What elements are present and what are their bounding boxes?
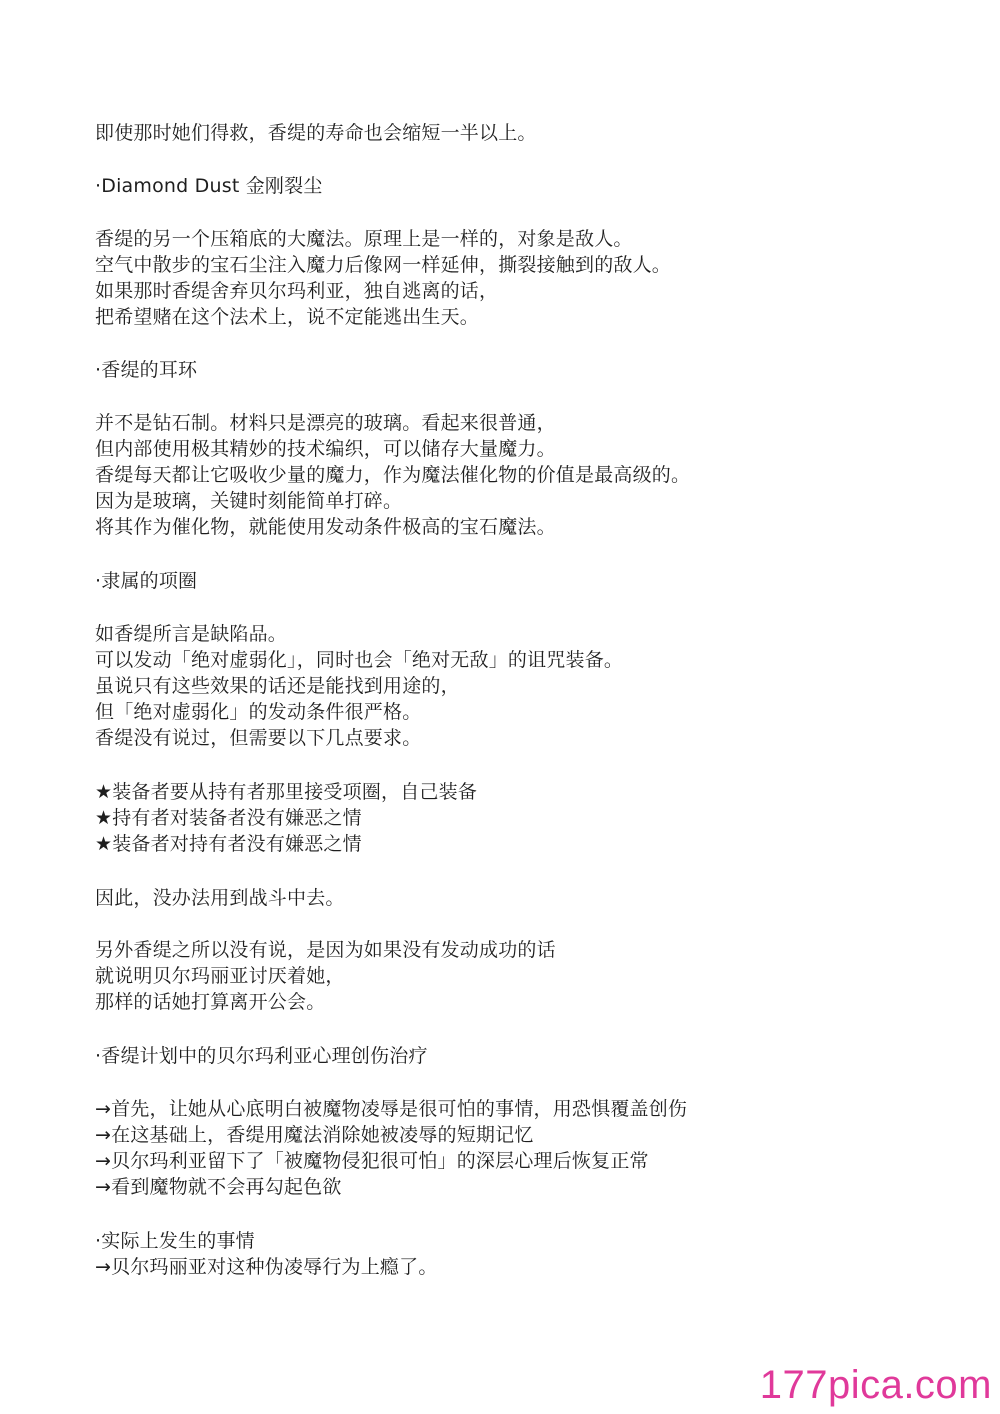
list-item-step: →看到魔物就不会再勾起色欲 xyxy=(95,1176,342,1198)
text-line: 因此，没办法用到战斗中去。 xyxy=(95,887,345,909)
list-item-requirement: ★装备者要从持有者那里接受项圈，自己装备 xyxy=(95,781,478,803)
text-line: 香缇的另一个压箱底的大魔法。原理上是一样的，对象是敌人。 xyxy=(95,228,633,250)
list-item-step: →贝尔玛丽亚对这种伪凌辱行为上瘾了。 xyxy=(95,1256,438,1278)
list-item-step: →贝尔玛利亚留下了「被魔物侵犯很可怕」的深层心理后恢复正常 xyxy=(95,1150,649,1172)
text-line: 如果那时香缇舍弃贝尔玛利亚，独自逃离的话， xyxy=(95,280,499,302)
text-line: 但内部使用极其精妙的技术编织，可以储存大量魔力。 xyxy=(95,438,556,460)
text-line: 因为是玻璃，关键时刻能简单打碎。 xyxy=(95,490,403,512)
text-line: 但「绝对虚弱化」的发动条件很严格。 xyxy=(95,701,422,723)
section-heading-earring: ·香缇的耳环 xyxy=(95,359,198,381)
text-line: 即使那时她们得救，香缇的寿命也会缩短一半以上。 xyxy=(95,122,537,144)
text-line: 如香缇所言是缺陷品。 xyxy=(95,623,288,645)
section-heading-collar: ·隶属的项圈 xyxy=(95,570,198,592)
list-item-step: →在这基础上，香缇用魔法消除她被凌辱的短期记忆 xyxy=(95,1124,534,1146)
text-line: 将其作为催化物，就能使用发动条件极高的宝石魔法。 xyxy=(95,516,556,538)
list-item-step: →首先，让她从心底明白被魔物凌辱是很可怕的事情，用恐惧覆盖创伤 xyxy=(95,1098,688,1120)
text-line: 空气中散步的宝石尘注入魔力后像网一样延伸，撕裂接触到的敌人。 xyxy=(95,254,672,276)
text-line: 香缇没有说过，但需要以下几点要求。 xyxy=(95,727,422,749)
section-heading-actual-events: ·实际上发生的事情 xyxy=(95,1230,255,1252)
list-item-requirement: ★持有者对装备者没有嫌恶之情 xyxy=(95,807,362,829)
text-line: 并不是钻石制。材料只是漂亮的玻璃。看起来很普通， xyxy=(95,412,556,434)
section-heading-diamond-dust: ·Diamond Dust 金刚裂尘 xyxy=(95,175,323,197)
text-line: 就说明贝尔玛丽亚讨厌着她， xyxy=(95,965,345,987)
text-line: 香缇每天都让它吸收少量的魔力，作为魔法催化物的价值是最高级的。 xyxy=(95,464,691,486)
text-line: 那样的话她打算离开公会。 xyxy=(95,991,326,1013)
list-item-requirement: ★装备者对持有者没有嫌恶之情 xyxy=(95,833,362,855)
text-line: 虽说只有这些效果的话还是能找到用途的， xyxy=(95,675,460,697)
section-heading-therapy-plan: ·香缇计划中的贝尔玛利亚心理创伤治疗 xyxy=(95,1045,428,1067)
text-line: 另外香缇之所以没有说，是因为如果没有发动成功的话 xyxy=(95,939,556,961)
watermark-text: 177pica.com xyxy=(759,1363,992,1407)
text-line: 可以发动「绝对虚弱化」，同时也会「绝对无敌」的诅咒装备。 xyxy=(95,649,624,671)
text-line: 把希望赌在这个法术上，说不定能逃出生天。 xyxy=(95,306,480,328)
